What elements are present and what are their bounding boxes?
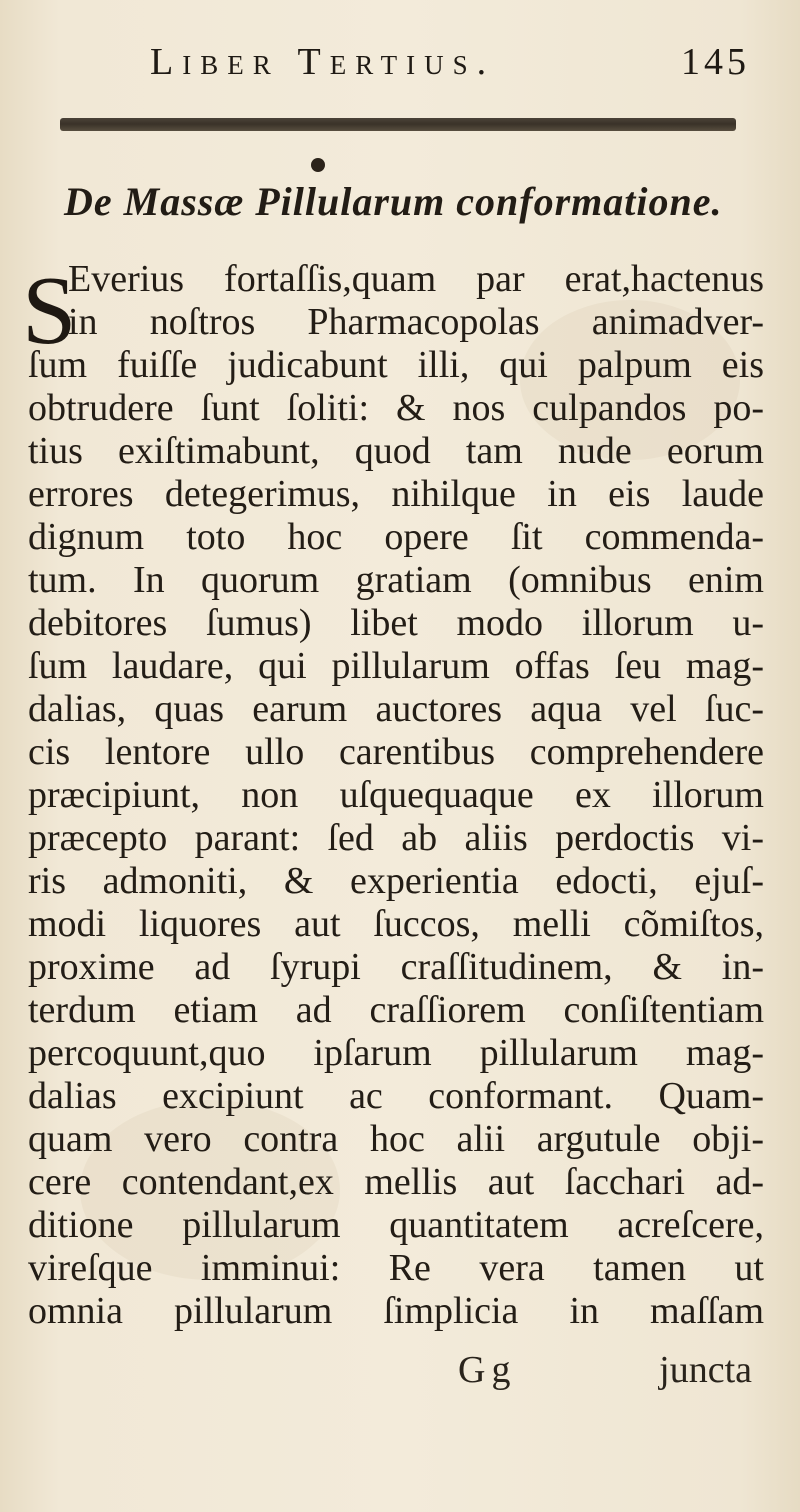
text-line: ditione pillularum quantitatem acreſcere, xyxy=(28,1204,764,1246)
text-line: errores detegerimus, nihilque in eis laude xyxy=(28,473,764,515)
ornament-dot xyxy=(311,158,325,172)
signature-mark: Gg xyxy=(458,1349,517,1391)
text-line: dalias, quas earum auctores aqua vel ſuc- xyxy=(28,688,764,730)
text-line: tum. In quorum gratiam (omnibus enim xyxy=(28,559,764,601)
text-line: obtrudere ſunt ſoliti: & nos culpandos po- xyxy=(28,387,764,429)
body-text xyxy=(28,258,764,1333)
text-line: ſum fuiſſe judicabunt illi, qui palpum eis xyxy=(28,344,764,386)
text-line: proxime ad ſyrupi craſſitudinem, & in- xyxy=(28,946,764,988)
text-line: præcepto parant: ſed ab aliis perdoctis vi- xyxy=(28,817,764,859)
drop-cap: S xyxy=(22,257,77,365)
text-line: debitores ſumus) libet modo illorum u- xyxy=(28,602,764,644)
text-line: percoquunt,quo ipſarum pillularum mag- xyxy=(28,1032,764,1074)
text-line: præcipiunt, non uſquequaque ex illorum xyxy=(28,774,764,816)
running-title: Liber Tertius. xyxy=(150,41,496,83)
text-line: omnia pillularum ſimplicia in maſſam xyxy=(28,1290,764,1332)
text-line: dignum toto hoc opere ſit commenda- xyxy=(28,516,764,558)
text-line: Everius fortaſſis,quam par erat,hactenus xyxy=(68,258,764,300)
text-line: ſum laudare, qui pillularum offas ſeu mag- xyxy=(28,645,764,687)
text-line: modi liquores aut ſuccos, melli cõmiſtos, xyxy=(28,903,764,945)
header-rule xyxy=(60,118,736,131)
footer xyxy=(28,1348,764,1398)
text-line: cis lentore ullo carentibus comprehendere xyxy=(28,731,764,773)
text-line: ris admoniti, & experientia edocti, ejuſ- xyxy=(28,860,764,902)
section-heading: De Massæ Pillularum conformatione. xyxy=(64,179,723,224)
text-line: tius exiſtimabunt, quod tam nude eorum xyxy=(28,430,764,472)
text-line: terdum etiam ad craſſiorem conſiſtentiam xyxy=(28,989,764,1031)
text-line: cere contendant,ex mellis aut ſacchari ad- xyxy=(28,1161,764,1203)
catchword: juncta xyxy=(659,1349,752,1391)
text-line: quam vero contra hoc alii argutule obji- xyxy=(28,1118,764,1160)
text-line: dalias excipiunt ac conformant. Quam- xyxy=(28,1075,764,1117)
text-line: in noſtros Pharmacopolas animadver- xyxy=(68,301,764,343)
text-line: vireſque imminui: Re vera tamen ut xyxy=(28,1247,764,1289)
running-head xyxy=(150,40,770,100)
page-number: 145 xyxy=(681,41,750,83)
